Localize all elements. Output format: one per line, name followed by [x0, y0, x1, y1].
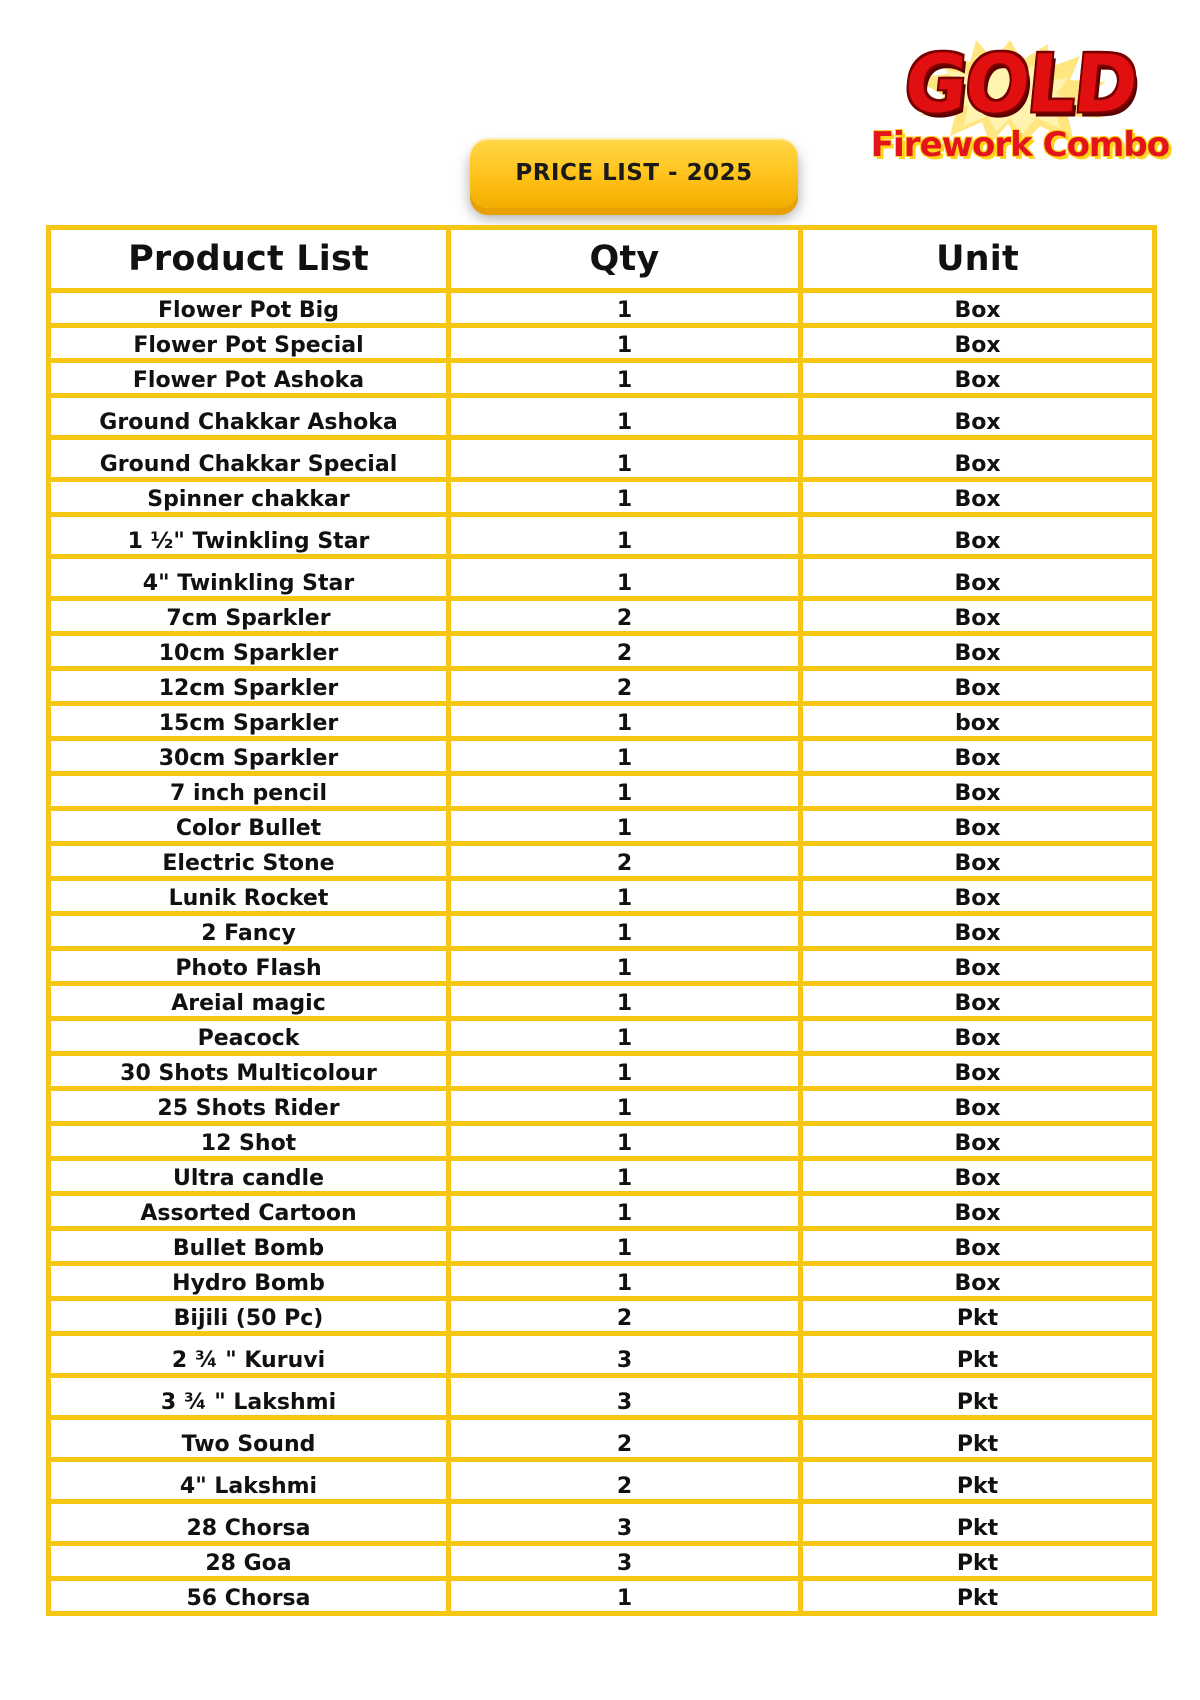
cell-qty: 1: [449, 480, 801, 515]
cell-unit: Box: [801, 515, 1155, 557]
cell-qty: 2: [449, 599, 801, 634]
table-row: [49, 361, 1155, 396]
cell-qty: 1: [449, 809, 801, 844]
header-unit: Unit: [801, 228, 1155, 291]
cell-unit: Box: [801, 438, 1155, 480]
table-row: [49, 704, 1155, 739]
cell-qty: 1: [449, 1054, 801, 1089]
table-row: [49, 438, 1155, 480]
cell-qty: 1: [449, 739, 801, 774]
table-row: [49, 396, 1155, 438]
cell-qty: 2: [449, 634, 801, 669]
cell-qty: 1: [449, 515, 801, 557]
cell-product: Bijili (50 Pc): [49, 1299, 449, 1334]
product-table: [46, 225, 1157, 1616]
table-row: [49, 1502, 1155, 1544]
cell-qty: 1: [449, 1019, 801, 1054]
cell-unit: Box: [801, 879, 1155, 914]
cell-product: Flower Pot Big: [49, 291, 449, 326]
cell-unit: Box: [801, 739, 1155, 774]
table-row: [49, 1159, 1155, 1194]
cell-product: Ground Chakkar Ashoka: [49, 396, 449, 438]
cell-unit: Box: [801, 844, 1155, 879]
cell-qty: 1: [449, 1124, 801, 1159]
cell-product: 1 ½" Twinkling Star: [49, 515, 449, 557]
cell-qty: 1: [449, 879, 801, 914]
cell-unit: Pkt: [801, 1579, 1155, 1614]
cell-product: Ultra candle: [49, 1159, 449, 1194]
cell-qty: 2: [449, 1460, 801, 1502]
table-row: [49, 557, 1155, 599]
table-row: [49, 949, 1155, 984]
cell-unit: Box: [801, 949, 1155, 984]
table-row: [49, 739, 1155, 774]
cell-qty: 3: [449, 1502, 801, 1544]
table-row: [49, 634, 1155, 669]
cell-unit: Box: [801, 1264, 1155, 1299]
cell-unit: Box: [801, 557, 1155, 599]
cell-qty: 1: [449, 1264, 801, 1299]
logo-subtitle: Firework Combo: [870, 125, 1170, 165]
cell-qty: 1: [449, 291, 801, 326]
cell-product: Photo Flash: [49, 949, 449, 984]
table-row: [49, 1229, 1155, 1264]
cell-product: Two Sound: [49, 1418, 449, 1460]
cell-qty: 1: [449, 914, 801, 949]
cell-unit: Box: [801, 669, 1155, 704]
cell-unit: Box: [801, 1089, 1155, 1124]
cell-qty: 1: [449, 1089, 801, 1124]
cell-qty: 3: [449, 1376, 801, 1418]
cell-unit: Box: [801, 396, 1155, 438]
table-row: [49, 1124, 1155, 1159]
cell-unit: Box: [801, 984, 1155, 1019]
table-row: [49, 1460, 1155, 1502]
cell-qty: 2: [449, 1418, 801, 1460]
cell-unit: Box: [801, 1054, 1155, 1089]
cell-unit: Box: [801, 634, 1155, 669]
cell-product: 10cm Sparkler: [49, 634, 449, 669]
cell-unit: Pkt: [801, 1299, 1155, 1334]
cell-product: 12cm Sparkler: [49, 669, 449, 704]
cell-qty: 2: [449, 844, 801, 879]
cell-product: 28 Goa: [49, 1544, 449, 1579]
table-row: [49, 879, 1155, 914]
table-row: [49, 1299, 1155, 1334]
cell-product: Bullet Bomb: [49, 1229, 449, 1264]
cell-qty: 1: [449, 1159, 801, 1194]
cell-qty: 2: [449, 1299, 801, 1334]
table-row: [49, 1054, 1155, 1089]
table-row: [49, 1544, 1155, 1579]
cell-product: 30cm Sparkler: [49, 739, 449, 774]
table-row: [49, 1418, 1155, 1460]
cell-unit: Pkt: [801, 1418, 1155, 1460]
cell-qty: 1: [449, 396, 801, 438]
cell-qty: 2: [449, 669, 801, 704]
cell-unit: Pkt: [801, 1502, 1155, 1544]
cell-product: Spinner chakkar: [49, 480, 449, 515]
cell-unit: Box: [801, 1194, 1155, 1229]
price-list-badge: [470, 138, 798, 208]
table-row: [49, 326, 1155, 361]
cell-unit: Box: [801, 291, 1155, 326]
cell-product: 56 Chorsa: [49, 1579, 449, 1614]
table-row: [49, 1194, 1155, 1229]
table-row: [49, 515, 1155, 557]
cell-unit: box: [801, 704, 1155, 739]
cell-product: 15cm Sparkler: [49, 704, 449, 739]
table-row: [49, 1019, 1155, 1054]
cell-qty: 1: [449, 774, 801, 809]
cell-product: Areial magic: [49, 984, 449, 1019]
cell-qty: 1: [449, 361, 801, 396]
cell-product: 25 Shots Rider: [49, 1089, 449, 1124]
cell-unit: Box: [801, 361, 1155, 396]
table-row: [49, 844, 1155, 879]
table-row: [49, 809, 1155, 844]
cell-product: 28 Chorsa: [49, 1502, 449, 1544]
cell-product: 12 Shot: [49, 1124, 449, 1159]
table-row: [49, 669, 1155, 704]
header-qty: Qty: [449, 228, 801, 291]
cell-product: Flower Pot Ashoka: [49, 361, 449, 396]
cell-unit: Pkt: [801, 1334, 1155, 1376]
cell-qty: 3: [449, 1334, 801, 1376]
cell-product: 7 inch pencil: [49, 774, 449, 809]
table-row: [49, 1334, 1155, 1376]
table-row: [49, 1579, 1155, 1614]
table-header-row: [49, 228, 1155, 291]
table-row: [49, 774, 1155, 809]
cell-unit: Box: [801, 480, 1155, 515]
table-row: [49, 291, 1155, 326]
cell-unit: Box: [801, 809, 1155, 844]
cell-unit: Pkt: [801, 1376, 1155, 1418]
cell-unit: Box: [801, 1124, 1155, 1159]
table-row: [49, 914, 1155, 949]
cell-qty: 1: [449, 984, 801, 1019]
cell-qty: 1: [449, 704, 801, 739]
cell-unit: Box: [801, 599, 1155, 634]
cell-product: Flower Pot Special: [49, 326, 449, 361]
cell-qty: 1: [449, 326, 801, 361]
cell-product: 7cm Sparkler: [49, 599, 449, 634]
cell-product: 3 ¾ " Lakshmi: [49, 1376, 449, 1418]
table-row: [49, 480, 1155, 515]
cell-qty: 1: [449, 557, 801, 599]
cell-product: 2 Fancy: [49, 914, 449, 949]
badge-label: PRICE LIST - 2025: [515, 160, 753, 186]
cell-product: 4" Lakshmi: [49, 1460, 449, 1502]
cell-product: Color Bullet: [49, 809, 449, 844]
cell-unit: Box: [801, 1019, 1155, 1054]
cell-qty: 1: [449, 1229, 801, 1264]
table-row: [49, 1376, 1155, 1418]
table-row: [49, 984, 1155, 1019]
cell-product: Electric Stone: [49, 844, 449, 879]
cell-unit: Box: [801, 326, 1155, 361]
table-row: [49, 1089, 1155, 1124]
cell-qty: 3: [449, 1544, 801, 1579]
cell-product: Lunik Rocket: [49, 879, 449, 914]
cell-unit: Box: [801, 774, 1155, 809]
cell-unit: Pkt: [801, 1544, 1155, 1579]
logo-title: GOLD: [900, 36, 1141, 131]
cell-qty: 1: [449, 438, 801, 480]
cell-product: 4" Twinkling Star: [49, 557, 449, 599]
cell-product: Ground Chakkar Special: [49, 438, 449, 480]
table-row: [49, 1264, 1155, 1299]
cell-unit: Box: [801, 1229, 1155, 1264]
table-row: [49, 599, 1155, 634]
header-product: Product List: [49, 228, 449, 291]
cell-product: Hydro Bomb: [49, 1264, 449, 1299]
cell-unit: Pkt: [801, 1460, 1155, 1502]
brand-logo: [870, 38, 1170, 178]
cell-product: Assorted Cartoon: [49, 1194, 449, 1229]
cell-product: 2 ¾ " Kuruvi: [49, 1334, 449, 1376]
cell-qty: 1: [449, 1579, 801, 1614]
cell-unit: Box: [801, 914, 1155, 949]
cell-qty: 1: [449, 1194, 801, 1229]
cell-product: 30 Shots Multicolour: [49, 1054, 449, 1089]
cell-unit: Box: [801, 1159, 1155, 1194]
cell-product: Peacock: [49, 1019, 449, 1054]
cell-qty: 1: [449, 949, 801, 984]
